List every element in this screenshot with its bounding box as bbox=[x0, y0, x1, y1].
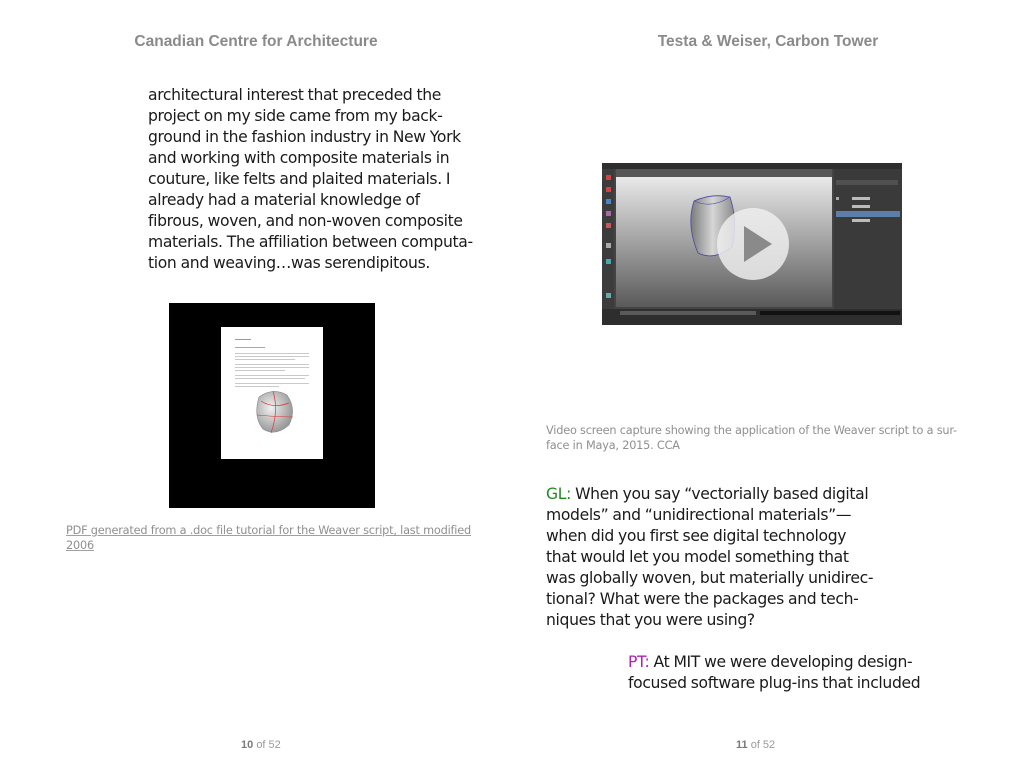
page-number: 10 bbox=[241, 739, 254, 751]
left-body-text bbox=[148, 85, 473, 274]
video-caption bbox=[546, 423, 957, 453]
body-line: tional? What were the packages and tech- bbox=[546, 590, 859, 608]
pdf-thumbnail[interactable] bbox=[169, 303, 375, 508]
page-total: of 52 bbox=[750, 739, 776, 751]
video-player[interactable] bbox=[602, 163, 902, 325]
pt-first-line: At MIT we were developing design- bbox=[649, 653, 913, 671]
body-line: materials. The affiliation between computa- bbox=[148, 233, 473, 251]
caption-line: Video screen capture showing the application of the Weaver script to a sur- bbox=[546, 424, 957, 437]
right-page-header: Testa & Weiser, Carbon Tower bbox=[657, 33, 879, 50]
body-line: project on my side came from my back- bbox=[148, 107, 443, 125]
body-line: ground in the fashion industry in New York bbox=[148, 128, 461, 146]
body-line: focused software plug-ins that included bbox=[628, 674, 921, 692]
body-line: niques that you were using? bbox=[546, 611, 755, 629]
body-line: already had a material knowledge of bbox=[148, 191, 420, 209]
pt-answer bbox=[628, 652, 920, 694]
page-number: 11 bbox=[736, 739, 748, 751]
body-line: tion and weaving…was serendipitous. bbox=[148, 254, 430, 272]
gl-question bbox=[546, 484, 873, 631]
body-line: and working with composite materials in bbox=[148, 149, 450, 167]
mesh-surface-figure bbox=[249, 387, 299, 437]
body-line: that would let you model something that bbox=[546, 548, 849, 566]
body-line: when did you first see digital technology bbox=[546, 527, 847, 545]
right-page-footer bbox=[736, 739, 775, 751]
body-line: fibrous, woven, and non-woven composite bbox=[148, 212, 463, 230]
pdf-page-preview bbox=[221, 327, 323, 459]
caption-line: PDF generated from a .doc file tutorial for the Weaver script, last modified bbox=[66, 524, 471, 537]
gl-first-line: When you say “vectorially based digital bbox=[570, 485, 869, 503]
body-line: models” and “unidirectional materials”— bbox=[546, 506, 852, 524]
body-line: was globally woven, but materially unidirec- bbox=[546, 569, 874, 587]
body-line bbox=[628, 652, 920, 673]
page-total: of 52 bbox=[256, 739, 281, 751]
caption-line: 2006 bbox=[66, 539, 94, 552]
speaker-label-gl: GL: bbox=[546, 485, 571, 503]
body-line: architectural interest that preceded the bbox=[148, 86, 442, 104]
caption-line: face in Maya, 2015. CCA bbox=[546, 439, 680, 452]
play-icon bbox=[717, 208, 789, 280]
speaker-label-pt: PT: bbox=[628, 653, 650, 671]
left-page-header: Canadian Centre for Architecture bbox=[134, 33, 378, 50]
pdf-caption-link[interactable] bbox=[66, 523, 471, 553]
left-page-footer bbox=[241, 739, 281, 751]
play-button[interactable] bbox=[717, 208, 789, 280]
body-line bbox=[546, 484, 873, 505]
body-line: couture, like felts and plaited materials. I bbox=[148, 170, 451, 188]
